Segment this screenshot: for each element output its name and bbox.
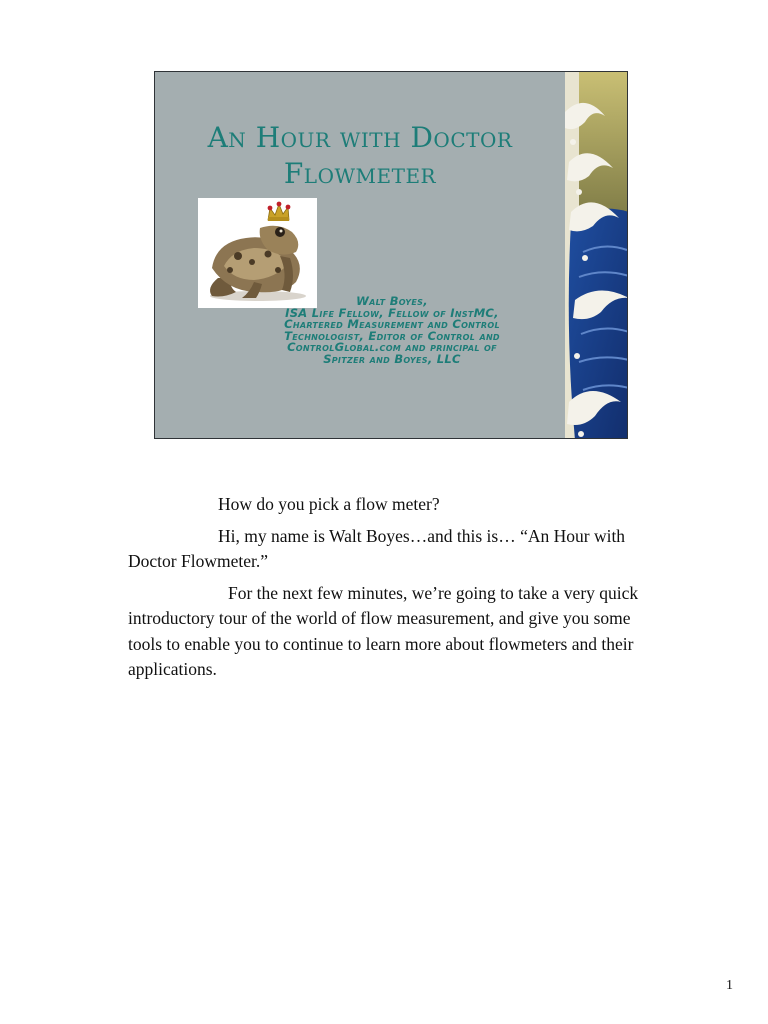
slide-title-line-1: An Hour with Doctor [207, 121, 513, 154]
credit-line: Chartered Measurement and Control [284, 317, 500, 331]
slide-thumbnail [154, 71, 628, 439]
credit-line: Spitzer and Boyes, LLC [323, 351, 461, 366]
notes-paragraph: Hi, my name is Walt Boyes…and this is… “An Hour with Doctor Flowmeter.” [128, 525, 626, 571]
credit-line: Walt Boyes, [356, 294, 428, 308]
crowned-frog-image [198, 198, 317, 308]
notes-paragraph: How do you pick a flow meter? [218, 494, 440, 514]
wave-art-strip [565, 72, 628, 439]
speaker-notes [128, 492, 648, 689]
credit-line: Technologist, Editor of Control and [284, 328, 500, 343]
slide-title [155, 120, 565, 192]
credit-line: ISA Life Fellow, Fellow of InstMC, [285, 305, 499, 320]
credit-line: ControlGlobal.com and principal of [287, 340, 497, 354]
page-number: 1 [726, 978, 733, 993]
slide-title-line-2: Flowmeter [283, 157, 437, 190]
notes-paragraph: For the next few minutes, we’re going to take a very quick introductory tour of the world of flow measurement, and give you some tools to enable you to continue to learn more about flowmeters and their applications. [128, 582, 639, 679]
slide-credits [233, 296, 551, 365]
